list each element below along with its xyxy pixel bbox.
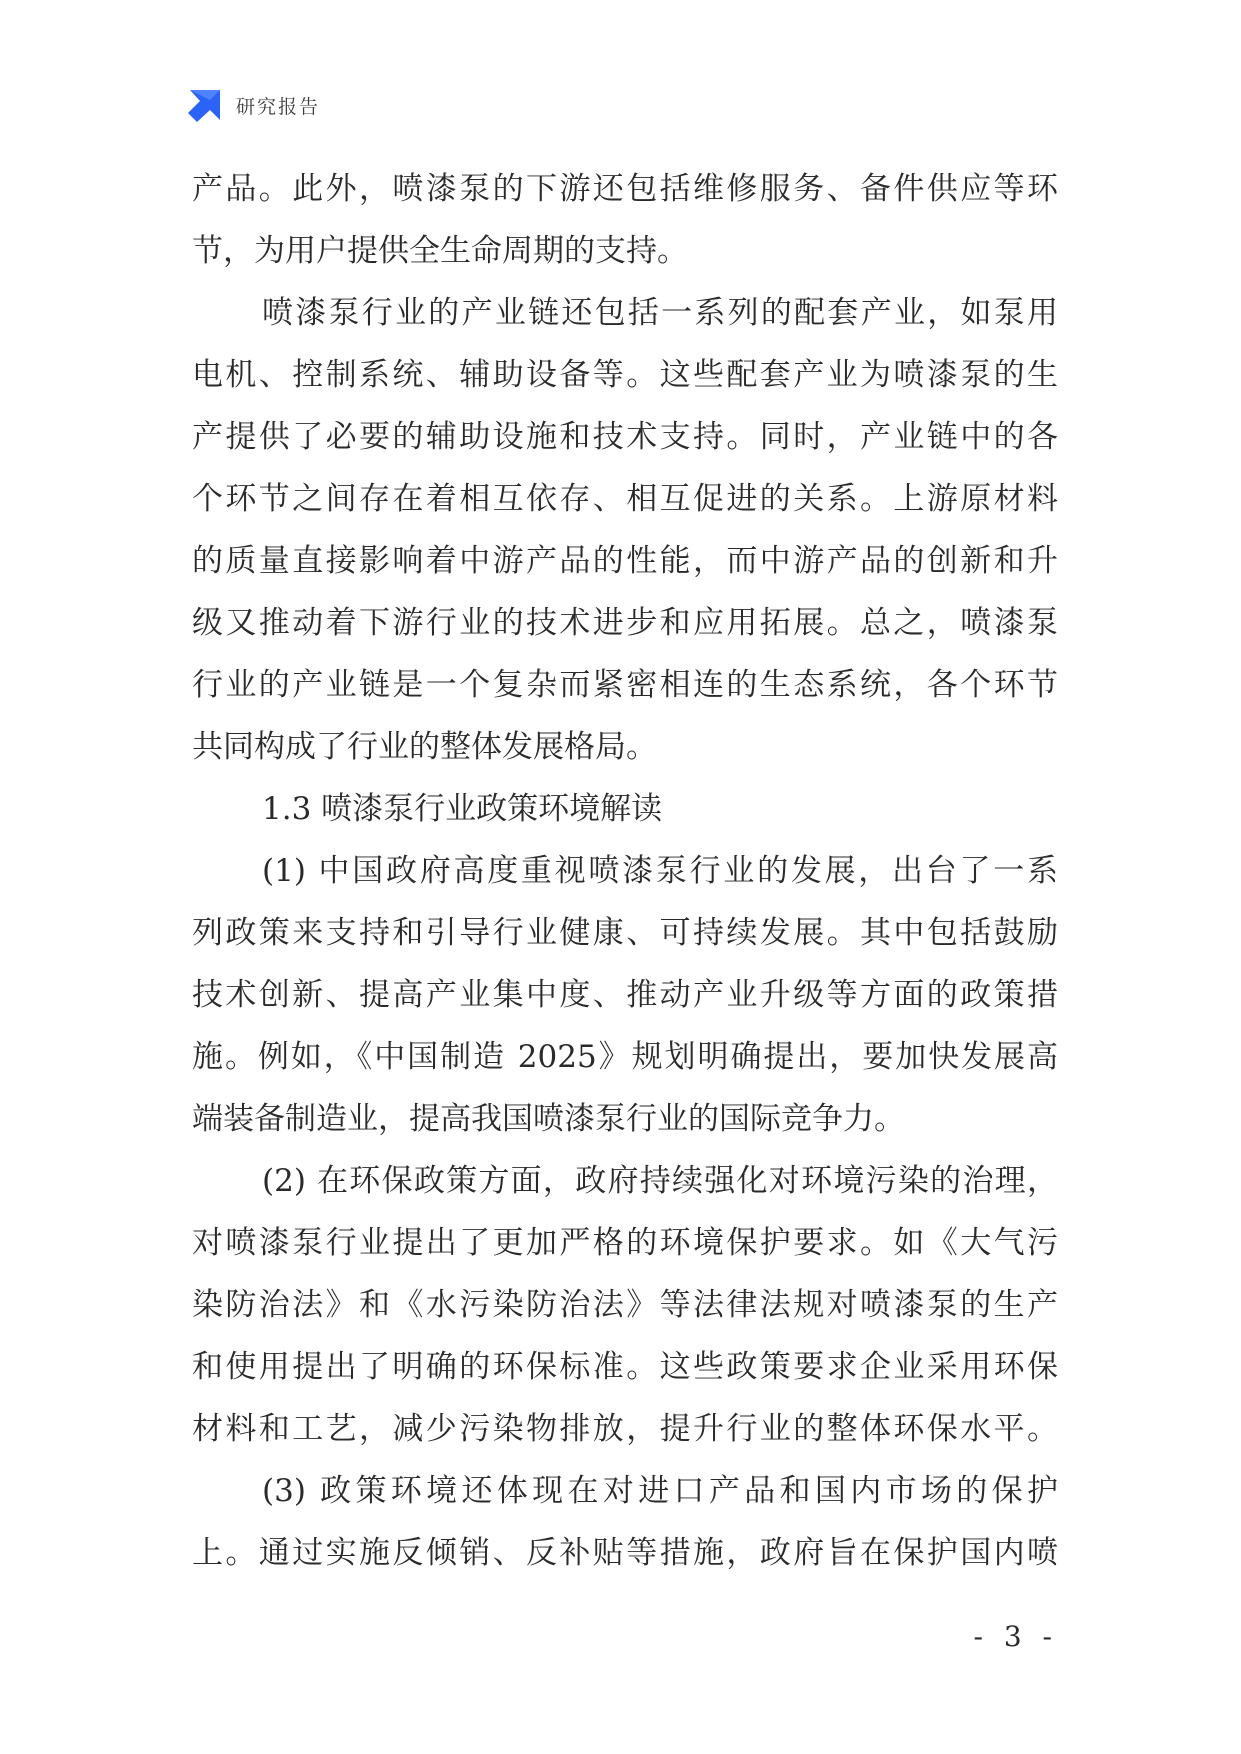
- text-line: 喷漆泵行业的产业链还包括一系列的配套产业，如泵用: [262, 295, 1058, 331]
- text-line: 和使用提出了明确的环保标准。这些政策要求企业采用环保: [192, 1349, 1058, 1385]
- text-line: (2) 在环保政策方面，政府持续强化对环境污染的治理，: [262, 1163, 1058, 1199]
- section-heading: 1.3 喷漆泵行业政策环境解读: [262, 791, 663, 827]
- text-line: 上。通过实施反倾销、反补贴等措施，政府旨在保护国内喷: [192, 1535, 1058, 1571]
- text-line: 产提供了必要的辅助设施和技术支持。同时，产业链中的各: [192, 419, 1058, 455]
- text-line: 行业的产业链是一个复杂而紧密相连的生态系统，各个环节: [192, 667, 1058, 703]
- text-line: 染防治法》和《水污染防治法》等法律法规对喷漆泵的生产: [192, 1287, 1058, 1323]
- header-label: 研究报告: [236, 95, 321, 118]
- text-line: 的质量直接影响着中游产品的性能，而中游产品的创新和升: [192, 543, 1058, 579]
- text-line: 对喷漆泵行业提出了更加严格的环境保护要求。如《大气污: [192, 1225, 1058, 1261]
- text-line: (3) 政策环境还体现在对进口产品和国内市场的保护: [262, 1473, 1058, 1509]
- text-line: 产品。此外，喷漆泵的下游还包括维修服务、备件供应等环: [192, 171, 1058, 207]
- document-body: [192, 158, 1058, 1584]
- text-line: 施。例如，《中国制造 2025》规划明确提出，要加快发展高: [192, 1039, 1058, 1075]
- text-line: (1) 中国政府高度重视喷漆泵行业的发展，出台了一系: [262, 853, 1058, 889]
- text-line: 端装备制造业，提高我国喷漆泵行业的国际竞争力。: [192, 1101, 905, 1137]
- text-line: 共同构成了行业的整体发展格局。: [192, 729, 657, 765]
- text-line: 电机、控制系统、辅助设备等。这些配套产业为喷漆泵的生: [192, 357, 1058, 393]
- text-line: 节，为用户提供全生命周期的支持。: [192, 233, 688, 269]
- report-header: [188, 88, 320, 122]
- text-line: 技术创新、提高产业集中度、推动产业升级等方面的政策措: [192, 977, 1058, 1013]
- text-line: 材料和工艺，减少污染物排放，提升行业的整体环保水平。: [192, 1411, 1058, 1447]
- text-line: 级又推动着下游行业的技术进步和应用拓展。总之，喷漆泵: [192, 605, 1058, 641]
- page-number: - 3 -: [973, 1620, 1058, 1653]
- text-line: 个环节之间存在着相互依存、相互促进的关系。上游原材料: [192, 481, 1058, 517]
- text-line: 列政策来支持和引导行业健康、可持续发展。其中包括鼓励: [192, 915, 1058, 951]
- arrow-up-right-icon: [188, 88, 222, 122]
